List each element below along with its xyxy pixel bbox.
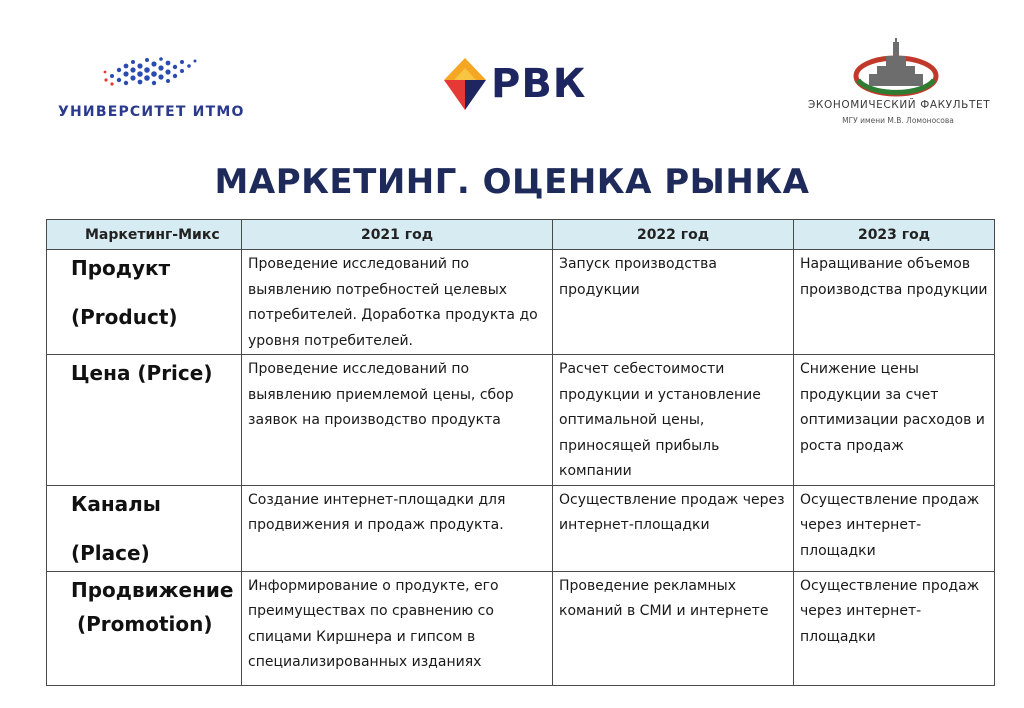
rvk-triangle-icon (444, 58, 486, 110)
msu-building-icon (853, 38, 939, 98)
category-sublabel: (Promotion) (77, 611, 213, 636)
cell-2021: Создание интернет-площадки для продвижения и продаж продукта. (242, 485, 553, 571)
table-row (47, 355, 995, 486)
econ-faculty-title: ЭКОНОМИЧЕСКИЙ ФАКУЛЬТЕТ (808, 99, 991, 111)
econ-faculty-subtitle: МГУ имени М.В. Ломоносова (842, 116, 954, 125)
cell-2021: Проведение исследований по выявлению потребностей целевых потребителей. Доработка продукта до уровня потребителей. (242, 250, 553, 355)
cell-2023: Осуществление продаж через интернет-площадки (794, 571, 995, 685)
header-2022: 2022 год (553, 220, 794, 250)
cell-2021: Проведение исследований по выявлению приемлемой цены, сбор заявок на производство продукта (242, 355, 553, 486)
itmo-dots-icon (102, 54, 202, 90)
itmo-logo (58, 52, 243, 124)
table-header-row (47, 220, 995, 250)
itmo-logo-text: УНИВЕРСИТЕТ ИТМО (58, 104, 245, 120)
page-title: МАРКЕТИНГ. ОЦЕНКА РЫНКА (214, 162, 810, 202)
category-sublabel: (Place) (71, 540, 150, 565)
cell-2023: Снижение цены продукции за счет оптимизации расходов и роста продаж (794, 355, 995, 486)
category-sublabel: (Product) (71, 305, 178, 329)
cell-2022: Расчет себестоимости продукции и установление оптимальной цены, приносящей прибыль компании (553, 355, 794, 486)
marketing-mix-table (46, 219, 995, 686)
cell-2021: Информирование о продукте, его преимуществах по сравнению со спицами Киршнера и гипсом в специализированных изданиях (242, 571, 553, 685)
cell-2022: Осуществление продаж через интернет-площадки (553, 485, 794, 571)
table-row (47, 571, 995, 685)
category-label: Продукт (71, 256, 171, 280)
row-category (47, 485, 242, 571)
rvk-logo (444, 58, 594, 112)
table-row (47, 485, 995, 571)
rvk-logo-text: РВК (491, 61, 587, 107)
header-marketing-mix: Маркетинг-Микс (47, 220, 242, 250)
table-row (47, 250, 995, 355)
cell-2022: Запуск производства продукции (553, 250, 794, 355)
category-label: Цена (Price) (71, 361, 213, 385)
header-2023: 2023 год (794, 220, 995, 250)
cell-2022: Проведение рекламных команий в СМИ и интернете (553, 571, 794, 685)
category-label: Продвижение (71, 577, 234, 602)
row-category (47, 571, 242, 685)
row-category (47, 250, 242, 355)
row-category (47, 355, 242, 486)
header-2021: 2021 год (242, 220, 553, 250)
category-label: Каналы (71, 491, 161, 516)
econ-faculty-logo (808, 38, 991, 130)
cell-2023: Наращивание объемов производства продукции (794, 250, 995, 355)
cell-2023: Осуществление продаж через интернет-площадки (794, 485, 995, 571)
